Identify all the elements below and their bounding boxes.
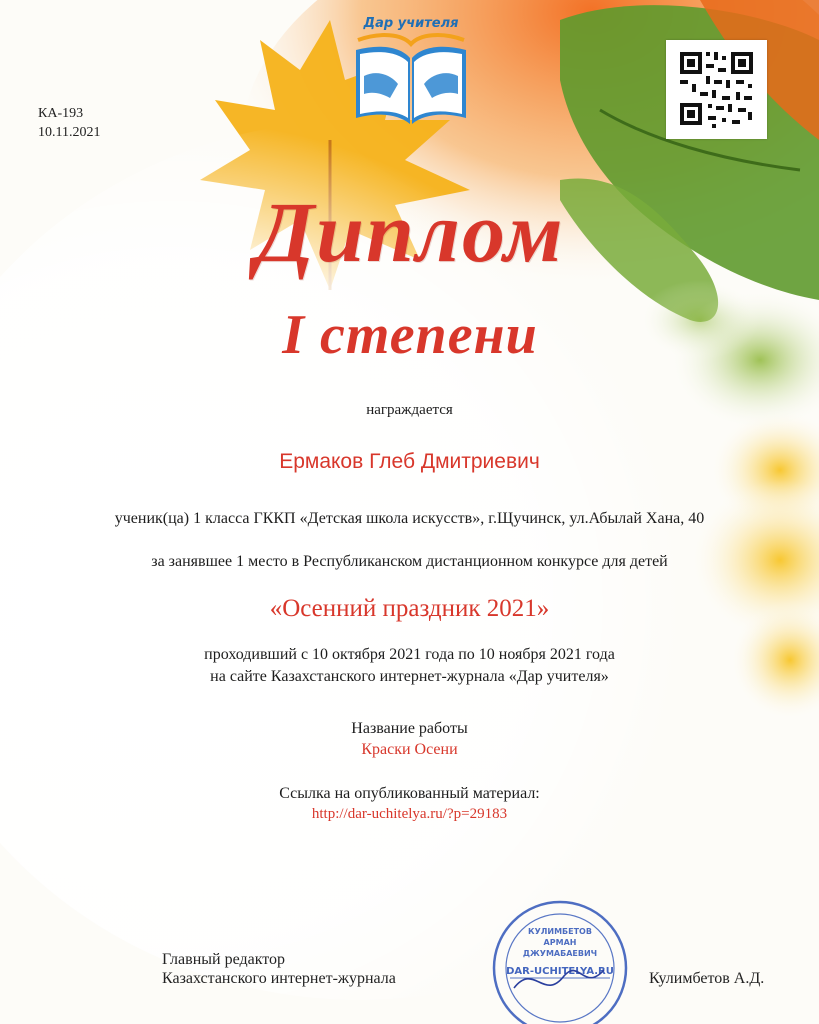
stamp-line-2: АРМАН <box>543 938 577 947</box>
open-book-icon <box>350 14 472 136</box>
document-meta <box>38 104 100 142</box>
contest-period: проходивший с 10 октября 2021 года по 10 ноября 2021 года <box>204 646 615 663</box>
contest-name: «Осенний праздник 2021» <box>269 595 550 622</box>
stamp-site: DAR-UCHITELYA.RU <box>506 966 614 977</box>
stamp-line-3: ДЖУМАБАЕВИЧ <box>522 949 598 958</box>
diploma-title: Диплом <box>255 184 565 280</box>
qr-code-icon <box>666 40 767 139</box>
recipient-name: Ермаков Глеб Дмитриевич <box>279 450 540 473</box>
material-link-label: Ссылка на опубликованный материал: <box>279 785 540 802</box>
awarded-label: награждается <box>366 402 453 418</box>
document-code: КА-193 <box>38 106 84 121</box>
editor-title-line2: Казахстанского интернет-журнала <box>162 970 396 987</box>
work-title-label: Название работы <box>351 720 468 737</box>
official-stamp <box>484 892 636 1024</box>
stamp-line-1: КУЛИМБЕТОВ <box>528 927 592 936</box>
work-title: Краски Осени <box>361 741 458 758</box>
logo-title: Дар учителя <box>363 16 459 31</box>
award-reason: за занявшее 1 место в Республиканском дистанционном конкурсе для детей <box>151 553 668 570</box>
contest-site: на сайте Казахстанского интернет-журнала «Дар учителя» <box>210 668 609 685</box>
document-date: 10.11.2021 <box>38 125 101 140</box>
diploma-degree: I степени <box>282 304 538 366</box>
dar-uchitelya-logo <box>350 14 472 136</box>
editor-title <box>162 950 396 988</box>
material-link[interactable]: http://dar-uchitelya.ru/?p=29183 <box>311 806 508 822</box>
editor-title-line1: Главный редактор <box>162 951 286 968</box>
student-info: ученик(ца) 1 класса ГККП «Детская школа искусств», г.Щучинск, ул.Абылай Хана, 40 <box>114 510 705 527</box>
signer-name: Кулимбетов А.Д. <box>649 970 765 987</box>
